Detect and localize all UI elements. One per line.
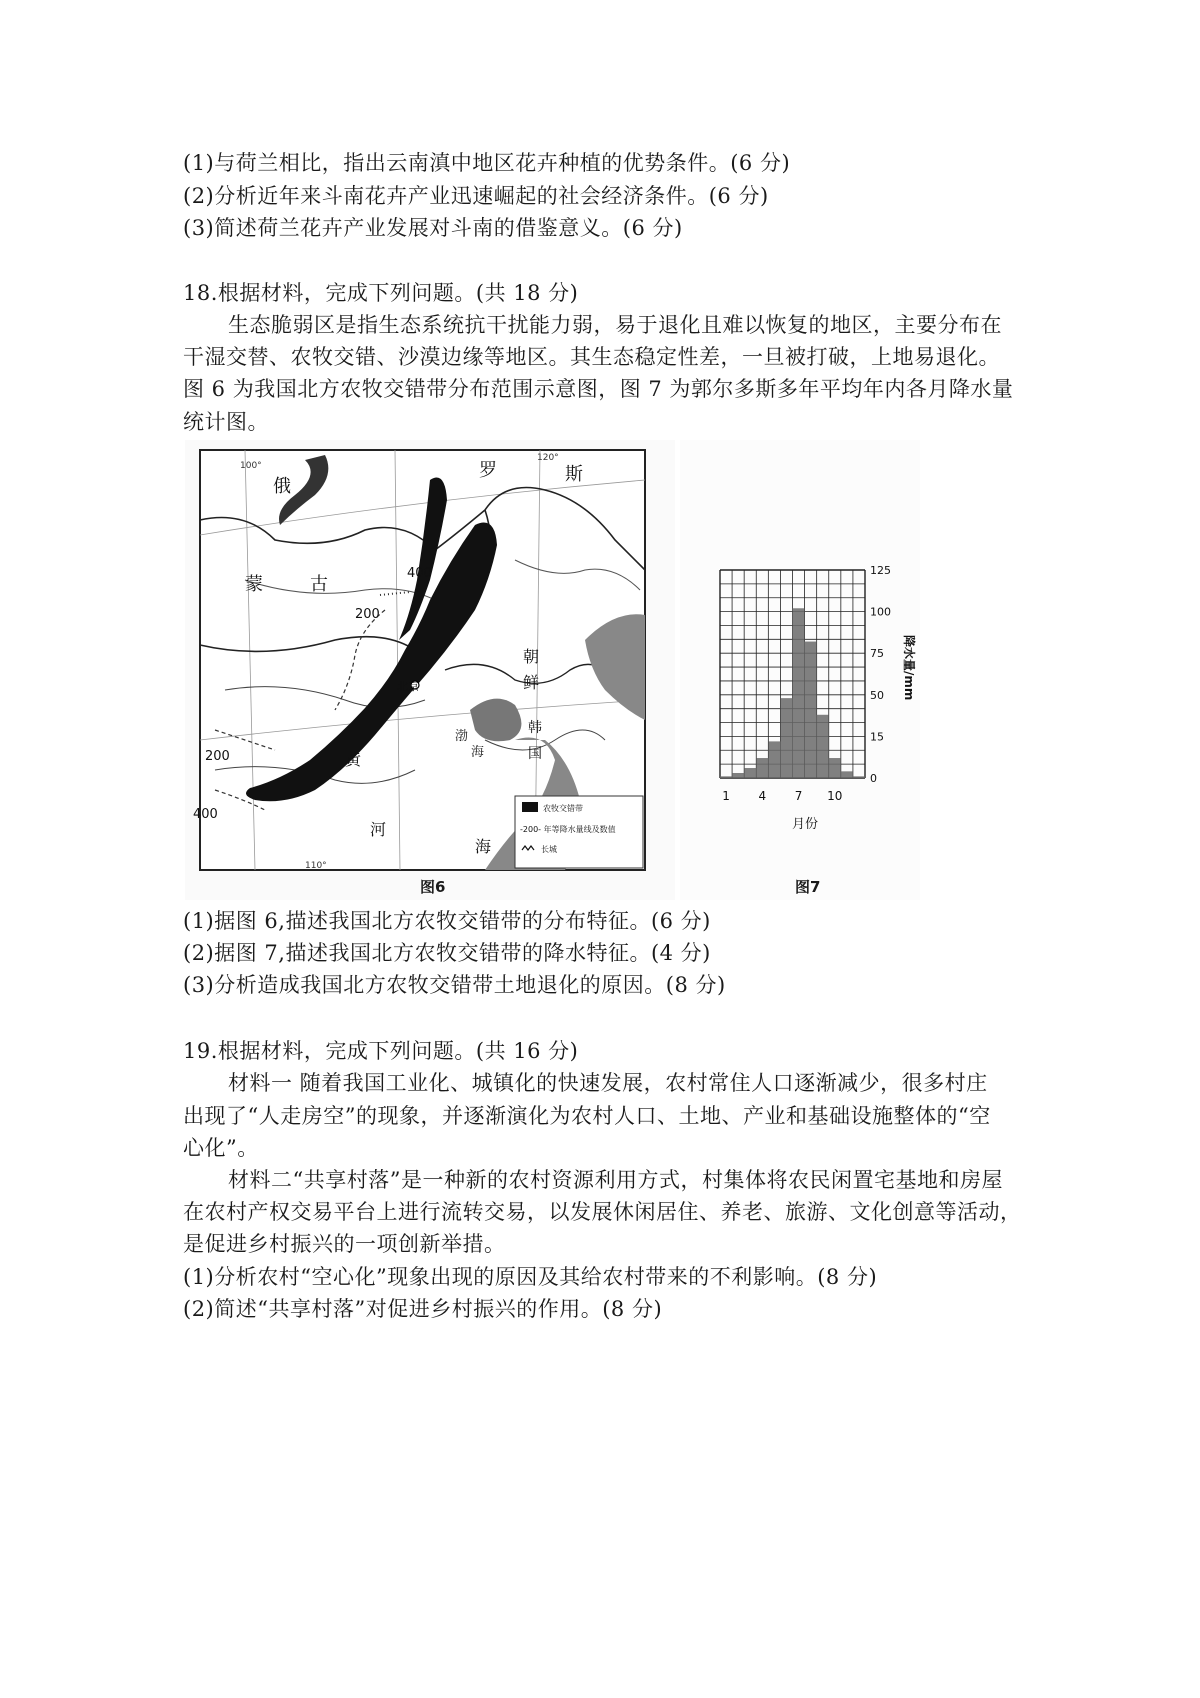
label-lon-110: 110° (305, 861, 327, 871)
bar-month-3 (744, 768, 756, 778)
label-sea: 海 (475, 837, 492, 856)
x-tick-label: 7 (794, 789, 803, 803)
label-mongolia-2: 古 (310, 574, 328, 595)
material-1-line-1: 材料一 随着我国工业化、城镇化的快速发展，农村常住人口逐渐减少，很多村庄 (228, 1071, 988, 1095)
y-axis-label: 降水量/mm (902, 635, 916, 701)
y-tick-label: 0 (870, 772, 877, 785)
label-isohyet-200-north: 200 (355, 607, 380, 622)
figure-7-caption: 图7 (795, 878, 821, 896)
precipitation-chart (680, 440, 920, 900)
legend-zone-label: 农牧交错带 (543, 804, 583, 813)
bar-month-2 (732, 773, 744, 778)
question-17-3: (3)简述荷兰花卉产业发展对斗南的借鉴意义。(6 分) (183, 216, 683, 240)
figure-6-caption: 图6 (420, 878, 446, 896)
bar-month-1 (720, 776, 732, 778)
x-tick-label: 4 (758, 789, 767, 803)
bar-month-12 (853, 776, 865, 778)
label-bohai-2: 海 (471, 745, 485, 760)
material-2-line-3: 是促进乡村振兴的一项创新举措。 (183, 1232, 506, 1256)
label-russia-1: 俄 (273, 476, 291, 497)
label-river-he: 河 (370, 820, 387, 839)
bar-month-4 (756, 758, 768, 778)
map-legend (515, 796, 643, 868)
question-18-2: (2)据图 7,描述我国北方农牧交错带的降水特征。(4 分) (183, 941, 711, 965)
label-isohyet-200-south: 200 (205, 749, 230, 764)
y-tick-label: 100 (870, 605, 891, 619)
y-tick-label: 50 (870, 688, 884, 702)
bar-month-8 (805, 642, 817, 778)
figure-6-map (185, 440, 675, 900)
x-tick-label: 1 (722, 789, 730, 803)
label-korea-2: 鲜 (523, 673, 540, 692)
question-18-3: (3)分析造成我国北方农牧交错带土地退化的原因。(8 分) (183, 973, 726, 997)
question-18-1: (1)据图 6,描述我国北方农牧交错带的分布特征。(6 分) (183, 909, 711, 933)
figure-7-chart (680, 440, 920, 900)
label-russia-3: 斯 (565, 464, 583, 485)
label-rok-2: 国 (528, 746, 542, 762)
bar-month-11 (841, 771, 853, 778)
bar-month-9 (817, 715, 829, 778)
label-beijing: 北京 (397, 680, 419, 693)
bar-month-10 (829, 758, 841, 778)
label-russia-2: 罗 (479, 460, 497, 481)
map-graphic (185, 440, 675, 900)
material-18-line-1: 生态脆弱区是指生态系统抗干扰能力弱，易于退化且难以恢复的地区，主要分布在 (228, 313, 1002, 337)
question-17-2: (2)分析近年来斗南花卉产业迅速崛起的社会经济条件。(6 分) (183, 184, 769, 208)
question-19-2: (2)简述“共享村落”对促进乡村振兴的作用。(8 分) (183, 1297, 663, 1321)
material-2-line-1: 材料二“共享村落”是一种新的农村资源利用方式，村集体将农民闲置宅基地和房屋 (228, 1168, 1003, 1192)
label-lon-120: 120° (537, 453, 559, 463)
legend-zone-swatch (522, 802, 538, 812)
y-tick-label: 75 (870, 647, 884, 661)
material-2-line-2: 在农村产权交易平台上进行流转交易，以发展休闲居住、养老、旅游、文化创意等活动， (183, 1200, 1022, 1224)
label-isohyet-400-north: 400 (407, 566, 432, 581)
label-bohai-1: 渤 (455, 729, 469, 744)
material-18-line-3: 图 6 为我国北方农牧交错带分布范围示意图，图 7 为郭尔多斯多年平均年内各月降水量 (183, 377, 1014, 401)
label-rok-1: 韩 (528, 720, 542, 736)
question-19-1: (1)分析农村“空心化”现象出现的原因及其给农村带来的不利影响。(8 分) (183, 1265, 878, 1289)
material-18-line-4: 统计图。 (183, 410, 269, 434)
label-isohyet-400-south: 400 (193, 807, 218, 822)
legend-isohyet-label: -200- 年等降水量线及数值 (520, 825, 616, 834)
material-1-line-2: 出现了“人走房空”的现象，并逐渐演化为农村人口、土地、产业和基础设施整体的“空 (183, 1104, 991, 1128)
label-yellow-river-1: 黄 (345, 750, 362, 769)
question-17-1: (1)与荷兰相比，指出云南滇中地区花卉种植的优势条件。(6 分) (183, 151, 791, 175)
bar-month-7 (793, 608, 805, 778)
bar-month-5 (768, 741, 780, 778)
label-mongolia-1: 蒙 (245, 574, 263, 595)
label-lon-100: 100° (240, 461, 262, 471)
y-tick-label: 15 (870, 730, 884, 744)
question-18-heading: 18.根据材料，完成下列问题。(共 18 分) (183, 281, 579, 305)
material-1-line-3: 心化”。 (183, 1136, 259, 1160)
x-axis-label: 月份 (791, 817, 819, 832)
legend-wall-label: 长城 (541, 845, 557, 854)
bar-month-6 (780, 698, 792, 778)
y-tick-label: 125 (870, 564, 891, 577)
label-korea-1: 朝 (523, 647, 540, 666)
x-tick-label: 10 (827, 789, 843, 803)
material-18-line-2: 干湿交替、农牧交错、沙漠边缘等地区。其生态稳定性差，一旦被打破，上地易退化。 (183, 345, 1000, 369)
question-19-heading: 19.根据材料，完成下列问题。(共 16 分) (183, 1039, 579, 1063)
